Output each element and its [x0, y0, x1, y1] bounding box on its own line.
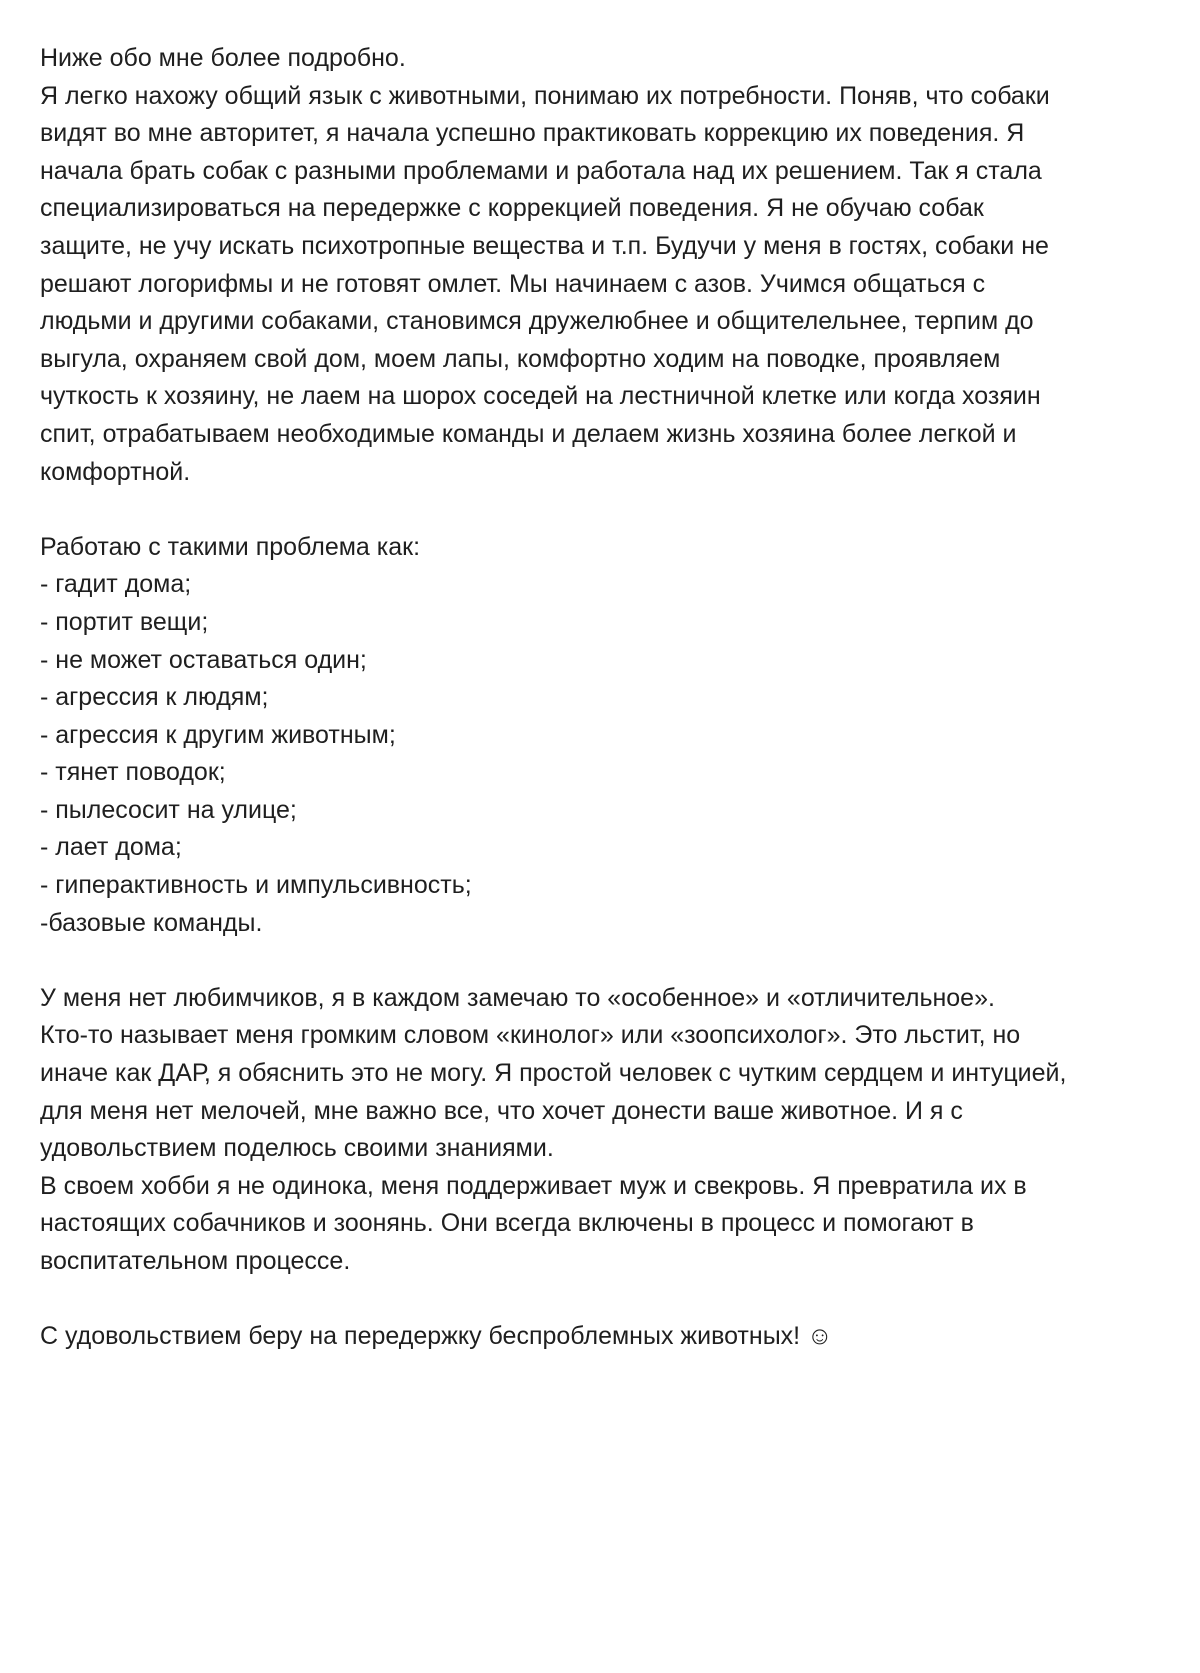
problem-item: -базовые команды. [40, 908, 263, 937]
problem-item: - гадит дома; [40, 570, 192, 599]
about-line: чуткость к хозяину, не лаем на шорох соседей на лестничной клетке или когда хозяин [40, 382, 1041, 411]
about-line: решают логорифмы и не готовят омлет. Мы начинаем с азов. Учимся общаться с [40, 269, 986, 298]
problem-item: - агрессия к другим животным; [40, 720, 396, 749]
problems-list [40, 529, 1165, 943]
paragraph-spacer [40, 1281, 1165, 1319]
document-body [40, 40, 1165, 1356]
problem-item: - гиперактивность и импульсивность; [40, 871, 472, 900]
favorites-line: удовольствием поделюсь своими знаниями. [40, 1134, 554, 1163]
favorites-line: для меня нет мелочей, мне важно все, что хочет донести ваше животное. И я с [40, 1096, 963, 1125]
favorites-line: иначе как ДАР, я обяснить это не могу. Я простой человек с чутким сердцем и интуцией, [40, 1059, 1067, 1088]
favorites-line: воспитательном процессе. [40, 1247, 351, 1275]
problem-item: - лает дома; [40, 833, 182, 862]
about-line: спит, отрабатываем необходимые команды и делаем жизнь хозяина более легкой и [40, 419, 1017, 448]
favorites-line: Кто-то называет меня громким словом «кинолог» или «зоопсихолог». Это льстит, но [40, 1021, 1021, 1050]
problem-item: - тянет поводок; [40, 758, 226, 787]
about-line: специализироваться на передержке с коррекцией поведения. Я не обучаю собак [40, 194, 984, 223]
favorites-line: настоящих собачников и зоонянь. Они всегда включены в процесс и помогают в [40, 1209, 974, 1238]
about-line: Я легко нахожу общий язык с животными, понимаю их потребности. Поняв, что собаки [40, 81, 1050, 110]
problems-heading: Работаю с такими проблема как: [40, 532, 421, 561]
paragraph-spacer [40, 491, 1165, 529]
closing-line: С удовольствием беру на передержку беспроблемных животных! ☺ [40, 1322, 833, 1351]
about-line: комфортной. [40, 457, 191, 486]
problem-item: - не может оставаться один; [40, 645, 367, 674]
about-paragraph [40, 40, 1165, 491]
favorites-paragraph [40, 980, 1165, 1281]
problem-item: - портит вещи; [40, 607, 209, 636]
favorites-line: В своем хобби я не одинока, меня поддерживает муж и свекровь. Я превратила их в [40, 1171, 1027, 1200]
closing-paragraph [40, 1318, 1165, 1356]
about-line: выгула, охраняем свой дом, моем лапы, комфортно ходим на поводке, проявляем [40, 344, 1001, 373]
about-line: защите, не учу искать психотропные вещества и т.п. Будучи у меня в гостях, собаки не [40, 231, 1049, 260]
paragraph-spacer [40, 942, 1165, 980]
problem-item: - пылесосит на улице; [40, 795, 297, 824]
about-line: начала брать собак с разными проблемами и работала над их решением. Так я стала [40, 156, 1042, 185]
about-line: видят во мне авторитет, я начала успешно практиковать коррекцию их поведения. Я [40, 119, 1025, 148]
about-line: людьми и другими собаками, становимся дружелюбнее и общителельнее, терпим до [40, 307, 1034, 336]
favorites-line: У меня нет любимчиков, я в каждом замечаю то «особенное» и «отличительное». [40, 983, 995, 1012]
problem-item: - агрессия к людям; [40, 683, 269, 712]
intro-line: Ниже обо мне более подробно. [40, 44, 406, 72]
